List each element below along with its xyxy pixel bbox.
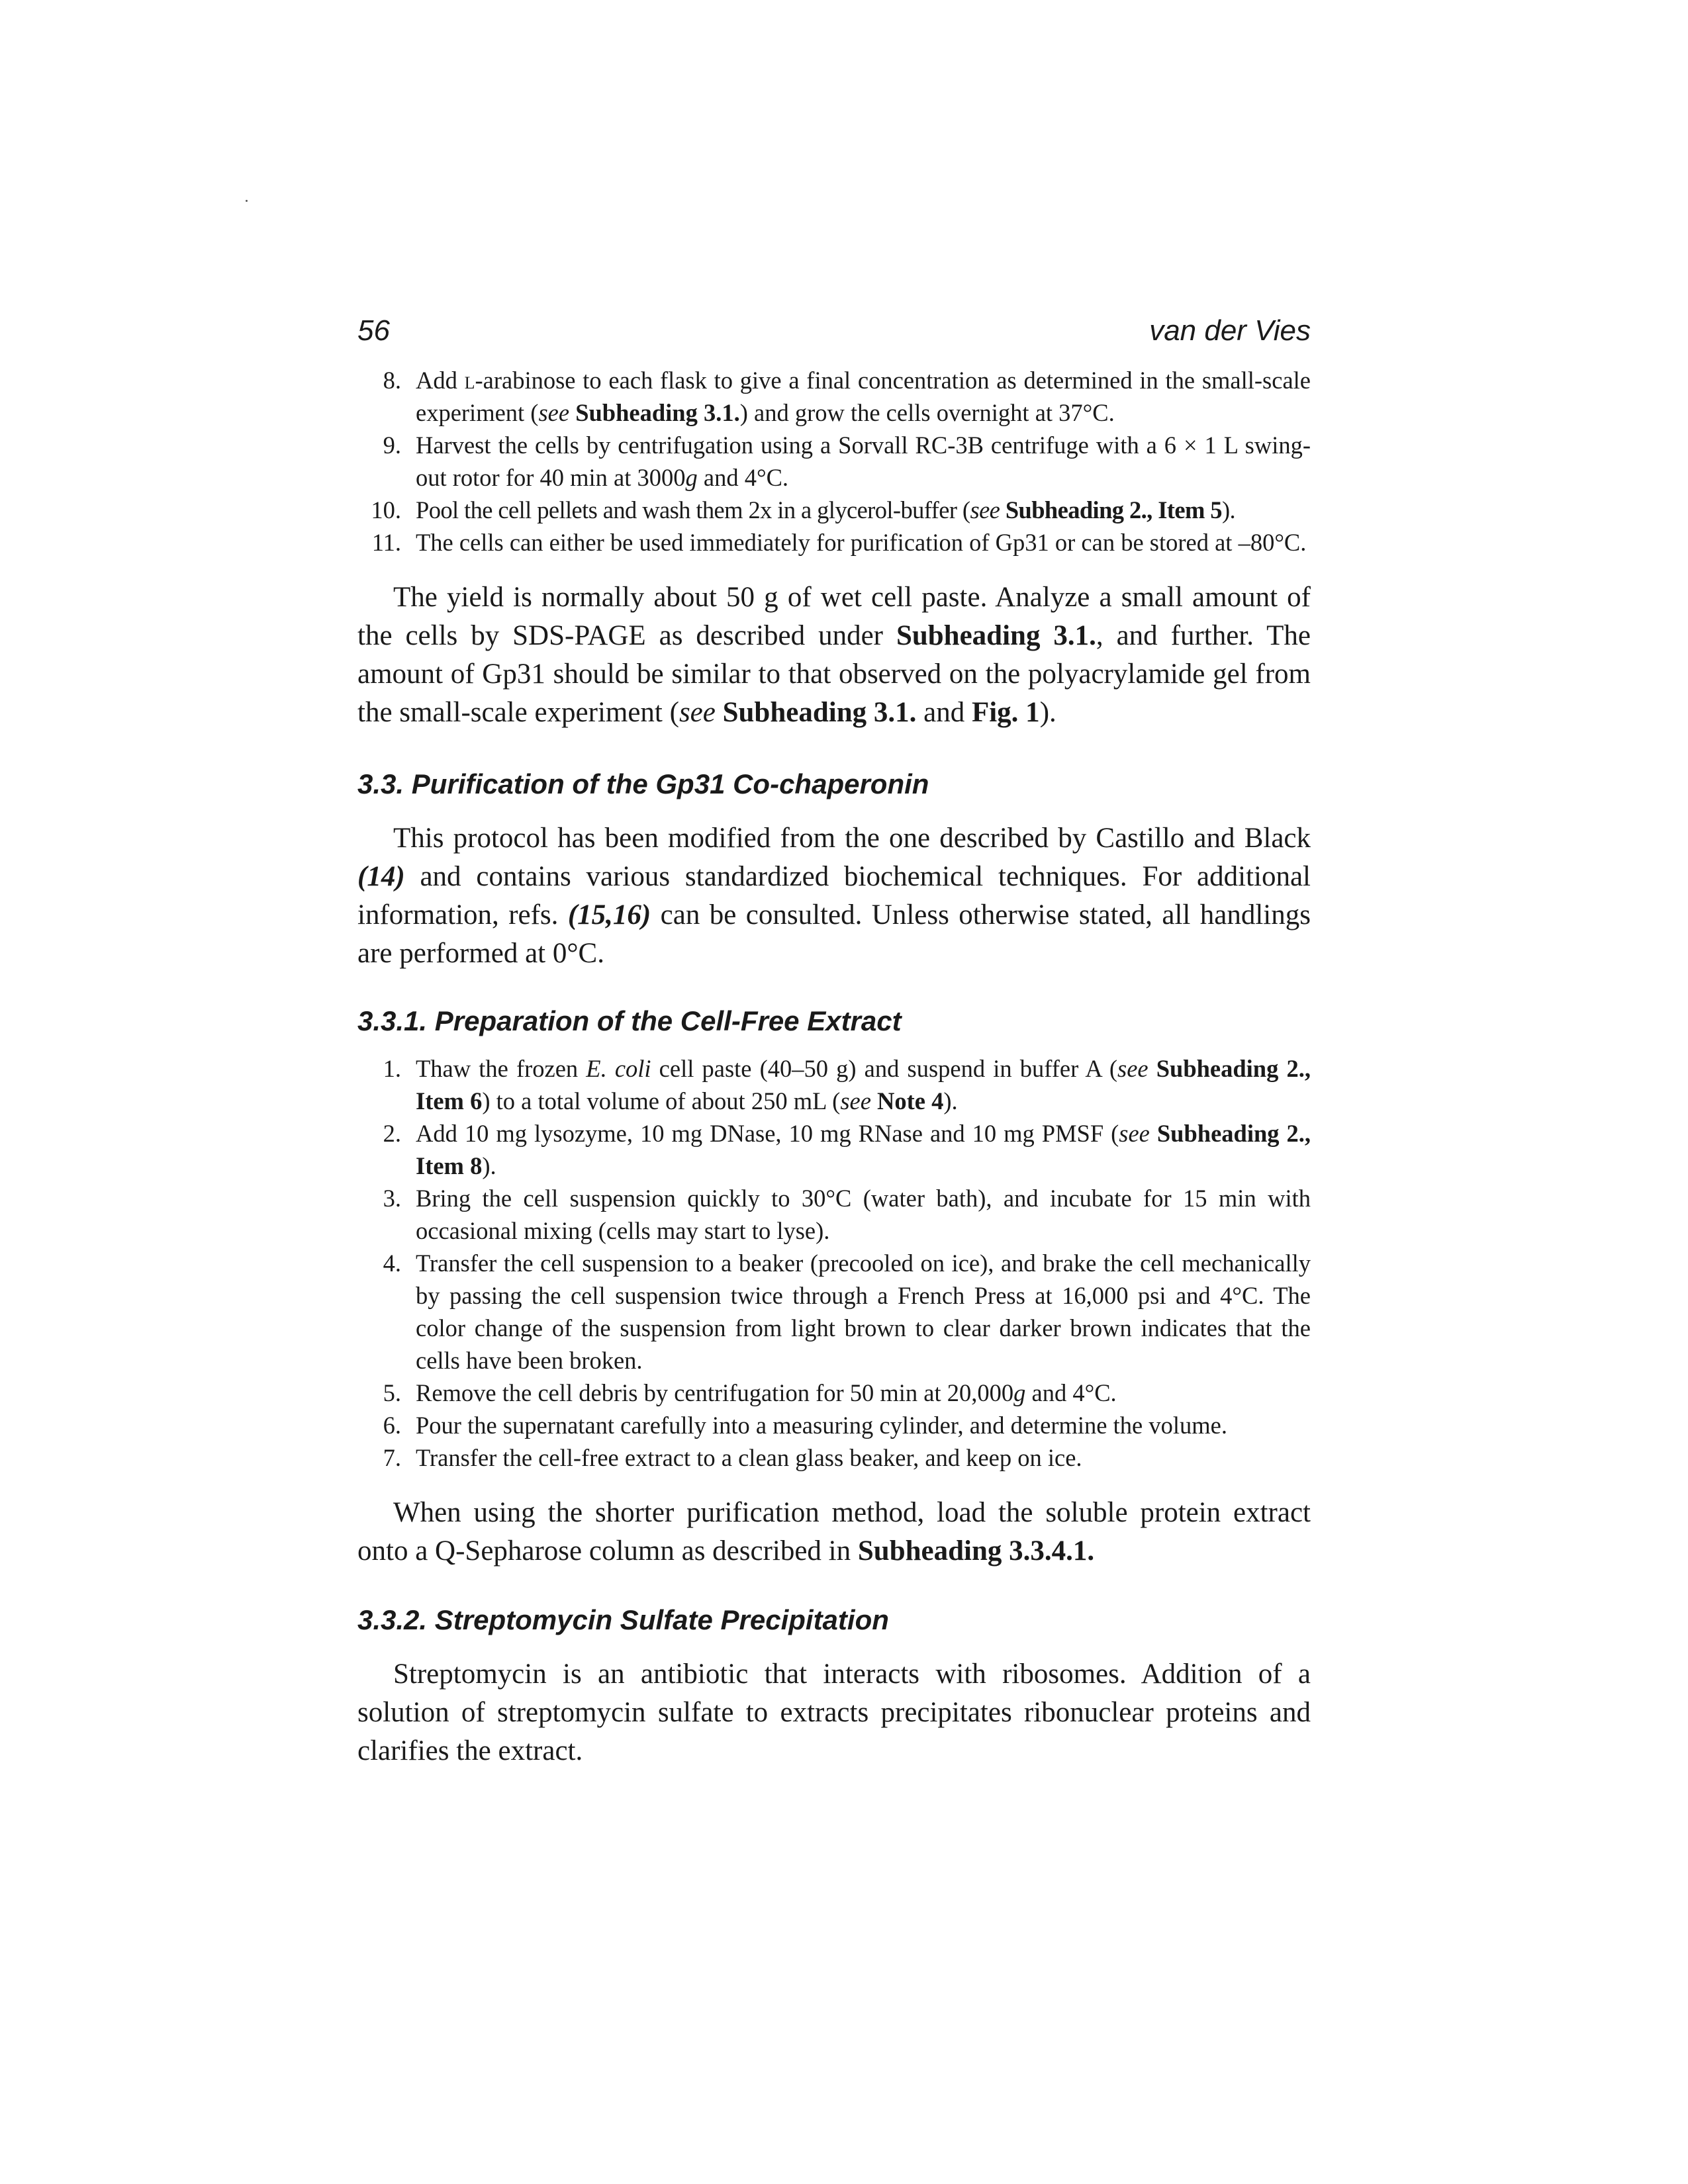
section-heading-3-3-1: 3.3.1. Preparation of the Cell-Free Extract — [357, 1005, 902, 1036]
list-item-number: 9. — [383, 432, 401, 459]
list-item-number: 4. — [383, 1250, 401, 1277]
list-item-text: Transfer the cell suspension to a beaker (precooled on ice), and brake the cell mechanically by passing the cell suspension twice through a French Press at 16,000 psi and 4°C. The color change of the suspension from light brown to clear darker brown indicates that the cells have been broken. — [416, 1250, 1311, 1374]
list-item-text: Harvest the cells by centrifugation using a Sorvall RC-3B centrifuge with a 6 × 1 L swing-out rotor for 40 min at 3000g and 4°C. — [416, 432, 1311, 491]
paragraph-streptomycin: Streptomycin is an antibiotic that interacts with ribosomes. Addition of a solution of streptomycin sulfate to extracts precipitates ribonuclear proteins and clarifies the extract. — [357, 1659, 1311, 1766]
page-content — [357, 316, 1311, 1770]
list-item-text: The cells can either be used immediately for purification of Gp31 or can be stored at –80°C. — [416, 529, 1307, 556]
list-item-number: 2. — [383, 1120, 401, 1147]
procedure-list-3-3-1 — [357, 1052, 1311, 1474]
list-item — [357, 1441, 1311, 1474]
list-item-text: Thaw the frozen E. coli cell paste (40–50 g) and suspend in buffer A (see Subheading 2., Item 6) to a total volume of about 250 mL (see Note 4). — [416, 1055, 1311, 1115]
section-heading-3-3: 3.3. Purification of the Gp31 Co-chaperonin — [357, 768, 929, 799]
procedure-list-top — [357, 364, 1311, 559]
list-item-text: Remove the cell debris by centrifugation for 50 min at 20,000g and 4°C. — [416, 1379, 1117, 1406]
list-item — [357, 1052, 1311, 1117]
list-item-text: Add l-arabinose to each flask to give a final concentration as determined in the small-scale experiment (see Subheading 3.1.) and grow the cells overnight at 37°C. — [416, 367, 1311, 426]
list-item — [357, 1247, 1311, 1377]
list-item — [357, 1117, 1311, 1182]
list-item-number: 8. — [383, 367, 401, 394]
list-item-number: 1. — [383, 1055, 401, 1082]
page-number: 56 — [357, 314, 390, 347]
list-item-text: Pool the cell pellets and wash them 2x in a glycerol-buffer (see Subheading 2., Item 5). — [416, 496, 1236, 523]
list-item — [357, 494, 1311, 526]
list-item-number: 3. — [383, 1185, 401, 1212]
scan-speck — [246, 200, 248, 202]
running-head: van der Vies — [1149, 314, 1311, 347]
page-header — [357, 316, 1311, 363]
list-item — [357, 526, 1311, 559]
list-item — [357, 364, 1311, 429]
list-item — [357, 429, 1311, 494]
section-heading-3-3-2: 3.3.2. Streptomycin Sulfate Precipitation — [357, 1604, 889, 1635]
list-item-text: Transfer the cell-free extract to a clean glass beaker, and keep on ice. — [416, 1444, 1082, 1471]
list-item — [357, 1409, 1311, 1441]
list-item-number: 11. — [371, 529, 401, 556]
paragraph-yield: The yield is normally about 50 g of wet cell paste. Analyze a small amount of the cells by SDS-PAGE as described under Subheading 3.1., and further. The amount of Gp31 should be similar to that observed on the polyacrylamide gel from the small-scale experiment (see Subheading 3.1. and Fig. 1). — [357, 582, 1311, 728]
list-item-number: 7. — [383, 1444, 401, 1471]
list-item-text: Bring the cell suspension quickly to 30°C (water bath), and incubate for 15 min with occasional mixing (cells may start to lyse). — [416, 1185, 1311, 1244]
list-item — [357, 1182, 1311, 1247]
paragraph-shorter-method: When using the shorter purification method, load the soluble protein extract onto a Q-Sepharose column as described in Subheading 3.3.4.1. — [357, 1497, 1311, 1567]
list-item-text: Add 10 mg lysozyme, 10 mg DNase, 10 mg RNase and 10 mg PMSF (see Subheading 2., Item 8). — [416, 1120, 1311, 1179]
list-item-number: 5. — [383, 1379, 401, 1406]
list-item-number: 6. — [383, 1412, 401, 1439]
list-item-text: Pour the supernatant carefully into a measuring cylinder, and determine the volume. — [416, 1412, 1227, 1439]
paragraph-protocol: This protocol has been modified from the one described by Castillo and Black (14) and contains various standardized biochemical techniques. For additional information, refs. (15,16) can be consulted. Unless otherwise stated, all handlings are performed at 0°C. — [357, 823, 1311, 969]
list-item — [357, 1377, 1311, 1409]
list-item-number: 10. — [371, 496, 401, 523]
